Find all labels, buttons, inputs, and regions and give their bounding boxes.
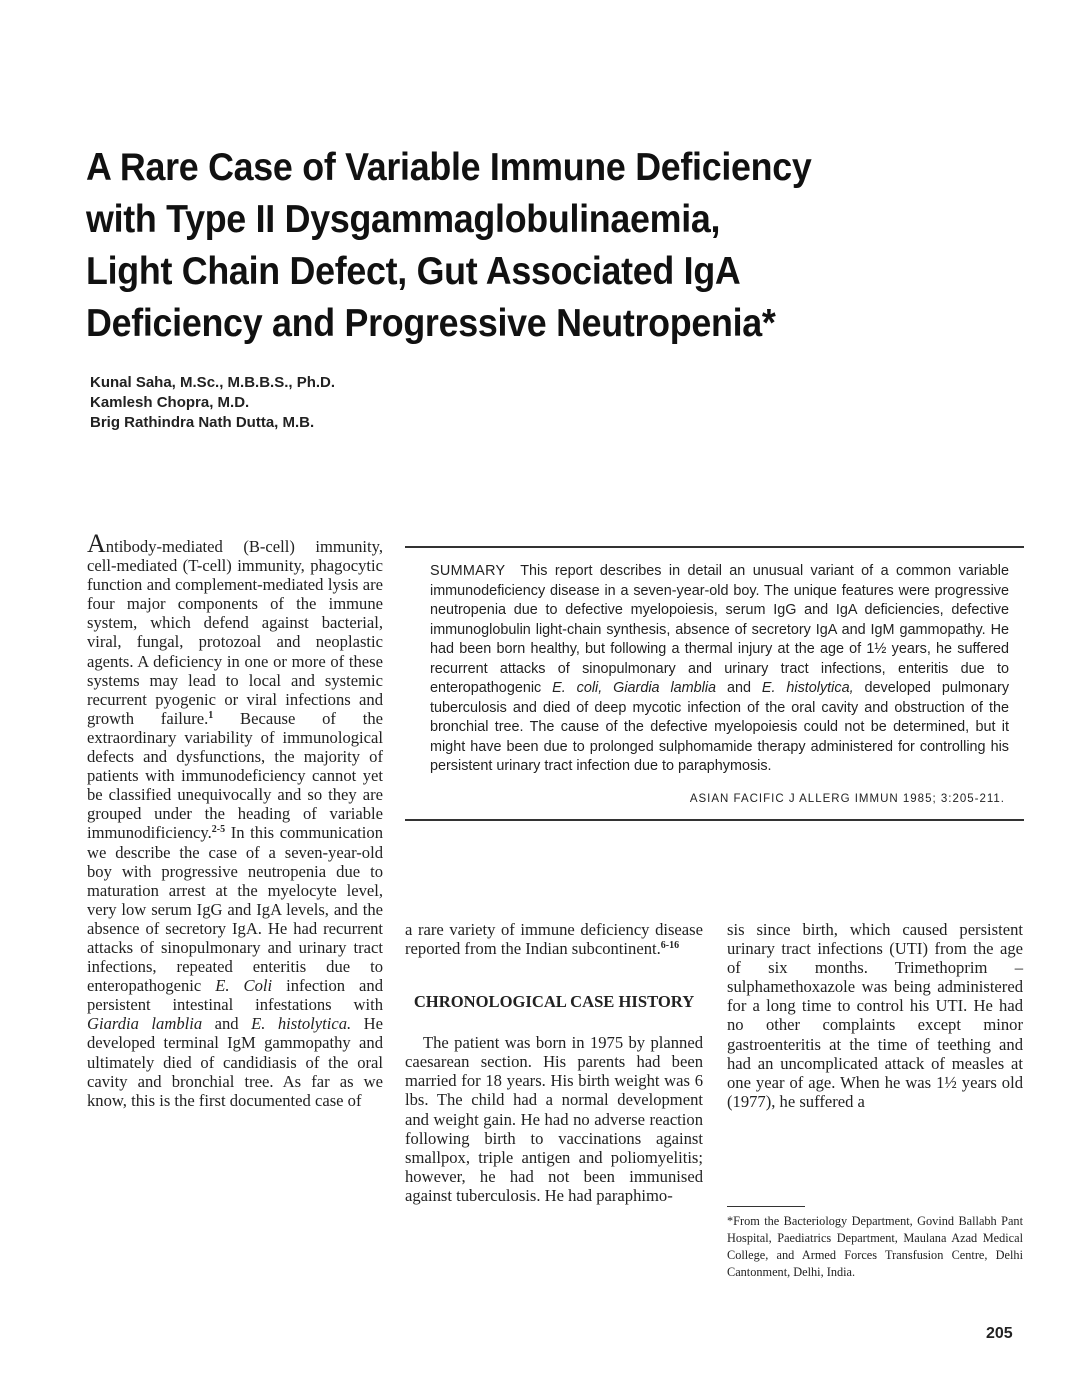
history-paragraph-continued: sis since birth, which caused persistent urinary tract infections (UTI) from the age of six months. Trimethoprim – sulphamethoxazole was being administered for a long time to control his UTI. He had no other complaints except minor gastroenteritis at the time of teething and had an uncomplicated attack of measles at one year of age. When he was 1½ years old (1977), he suffered a [727,920,1023,1111]
section-heading: CHRONOLOGICAL CASE HISTORY [413,992,695,1012]
reference-marker[interactable]: 6-16 [660,940,680,952]
intro-paragraph: Antibody-mediated (B-cell) immunity, cell-mediated (T-cell) immunity, phagocytic function and complement-mediated lysis are four major components of the immune system, which defend against bacterial, viral, fungal, protozoal and neoplastic agents. A deficiency in one or more of these systems may lead to local and systemic recurrent pyogenic or viral infections and growth failure.$^1$ Because of the extraordinary variability of immunological defects and dysfunctions, the majority of patients with immunodeficiency cannot yet be classified unequivocally and so they are grouped under the heading of variable immunodificiency.$^{2-5}$ In this communication we describe the case of a seven-year-old boy with progressive neutropenia due to maturation arrest at the myelocyte level, very low serum IgG and IgA levels, and the absence of secretory IgA. He had recurrent attacks of sinopulmonary and urinary tract infections, repeated enteritis due to enteropathogenic E. Coli infection and persistent intestinal infestations with Giardia lamblia and E. histolytica. He developed terminal IgM gammopathy and ultimately died of candidiasis of the oral cavity and bronchial tree. As far as we know, this is the first documented case of [87,529,383,1110]
drop-cap: A [87,529,106,558]
affiliation-footnote: *From the Bacteriology Department, Govind Ballabh Pant Hospital, Paediatrics Department, Maulana Azad Medical College, and Armed Forces Transfusion Centre, Delhi Cantonment, Delhi, India. [727,1214,1023,1279]
page-number: 205 [986,1325,1013,1342]
author: Kamlesh Chopra, M.D. [90,394,250,411]
footnote-divider [727,1206,805,1207]
title-line: A Rare Case of Variable Immune Deficiency [86,146,812,189]
article-title [86,142,923,350]
author: Brig Rathindra Nath Dutta, M.B. [90,414,315,431]
body-column-1 [87,529,383,1110]
journal-citation: ASIAN FACIFIC J ALLERG IMMUN 1985; 3:205-211. [689,792,1005,805]
intro-continuation: a rare variety of immune deficiency disease reported from the Indian subcontinent.$^{6-16}$ [405,920,703,959]
reference-marker[interactable]: 1 [208,709,214,721]
history-paragraph: The patient was born in 1975 by planned caesarean section. His parents had been married for 18 years. His birth weight was 6 lbs. The child had a normal development and weight gain. He had no adverse reaction following birth to vaccinations against smallpox, triple antigen and poliomyelitis; however, he had not been immunised against tuberculosis. He had paraphimo- [405,1033,703,1205]
reference-marker[interactable]: 2-5 [211,824,226,836]
summary-label: SUMMARY [430,563,506,579]
body-column-3 [727,920,1023,1111]
author-list [90,373,335,433]
body-column-2 [405,920,703,1205]
summary-text: SUMMARY This report describes in detail an unusual variant of a common variable immunodeficiency disease in a seven-year-old boy. The unique features were progressive neutropenia due to defective myelopoiesis, serum IgG and IgA deficiencies, defective immunoglobulin light-chain synthesis, absence of secretory IgA and IgM gammopathy. He had been born healthy, but following a thermal injury at the age of 1½ years, he suffered recurrent attacks of sinopulmonary and urinary tract infections, enteritis due to enteropathogenic E. coli, Giardia lamblia and E. histolytica, developed pulmonary tuberculosis and died of deep mycotic infection of the oral cavity and obstruction of the bronchial tree. The cause of the defective myelopoiesis could not be determined, but it might have been due to prolonged sulphomamide therapy administered for controlling his persistent urinary tract infection due to paraphymosis. [430,563,1010,774]
summary-box [405,546,1024,821]
title-line: Deficiency and Progressive Neutropenia* [86,302,776,345]
title-line: with Type II Dysgammaglobulinaemia, [86,198,721,241]
author: Kunal Saha, M.Sc., M.B.B.S., Ph.D. [90,374,336,391]
title-line: Light Chain Defect, Gut Associated IgA [86,250,741,293]
